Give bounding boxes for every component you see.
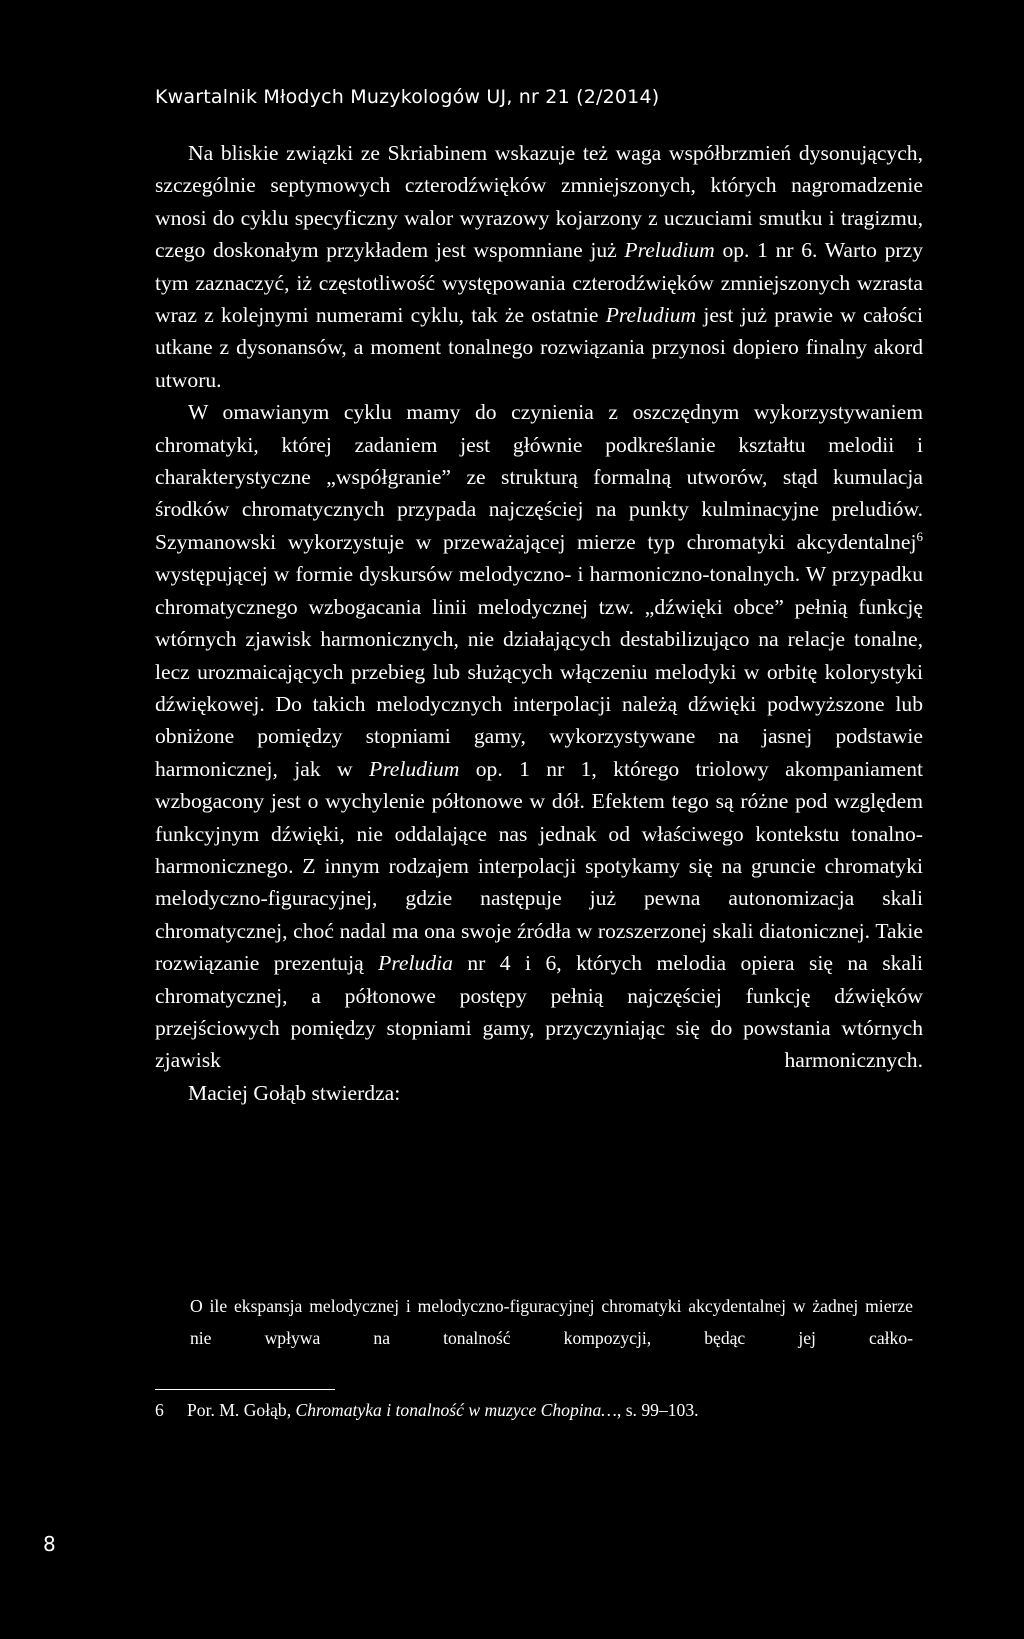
text-span: op. 1 nr 1, którego triolowy akompaniament wzbogacony jest o wychylenie półtonowe w dół. Efektem tego są różne pod względem funkcyjnym dźwięki, nie oddalające nas jednak od właściwego kontekstu tonalno-harmonicznego. Z innym rodzajem interpolacji spotykamy się na gruncie chromatyki melodyczno-figuracyjnej, gdzie następuje już pewna autonomizacja skali chromatycznej, choć nadal ma ona swoje źródła w rozszerzonej skali diatonicznej. Takie rozwiązanie prezentują [155, 756, 923, 976]
footnote-ref[interactable]: 6 [916, 529, 923, 545]
italic-title: Preludium [605, 303, 697, 328]
footnote-title: Chromatyka i tonalność w muzyce Chopina… [295, 1400, 617, 1420]
page-number: 8 [43, 1532, 56, 1556]
italic-title: Preludium [369, 756, 460, 781]
italic-title: Preludium [624, 238, 715, 263]
footnote-number: 6 [155, 1400, 164, 1420]
body-text [155, 137, 923, 1109]
text-span: W omawianym cyklu mamy do czynienia z oszczędnym wykorzystywaniem chromatyki, której zadaniem jest głównie podkreślanie kształtu melodii i charakterystyczne „współgranie” ze strukturą formalną utworów, stąd kumulacja środków chromatycznych przypada najczęściej na punkty kulminacyjne preludiów. Szymanowski wykorzystuje w przeważającej mierze typ chromatyki akcydentalnej [155, 400, 923, 554]
paragraph-1 [155, 137, 923, 396]
text-span: jest już prawie w całości utkane z dysonansów, a moment tonalnego rozwiązania przynosi dopiero finalny akord utworu. [155, 303, 923, 392]
footnote-text: , s. 99–103. [616, 1400, 699, 1420]
text-span: op. 1 nr 6. Warto przy tym zaznaczyć, iż częstotliwość występowania czterodźwięków zmniejszonych wzrasta wraz z kolejnymi numerami cyklu, tak że ostatnie [155, 238, 923, 328]
footnote [155, 1397, 923, 1423]
text-span: występującej w formie dyskursów melodyczno- i harmoniczno-tonalnych. W przypadku chromatycznego wzbogacania linii melodycznej tzw. „dźwięki obce” pełnią funkcję wtórnych zjawisk harmonicznych, nie działających destabilizująco na relacje tonalne, lecz urozmaicających przebieg lub służących włączeniu melodyki w orbitę kolorystyki dźwiękowej. Do takich melodycznych interpolacji należą dźwięki podwyższone lub obniżone pomiędzy stopniami gamy, wykorzystywane na jasnej podstawie harmonicznej, jak w [155, 562, 923, 781]
footnote-text: Por. M. Gołąb, [187, 1400, 296, 1420]
paragraph-3 [155, 1077, 923, 1109]
text-span: Na bliskie związki ze Skriabinem wskazuje też waga współbrzmień dysonujących, szczególnie septymowych czterodźwięków zmniejszonych, których nagromadzenie wnosi do cyklu specyficzny walor wyrazowy kojarzony z uczuciami smutku i tragizmu, czego doskonałym przykładem jest wspomniane już [155, 141, 923, 263]
block-quote: O ile ekspansja melodycznej i melodyczno-figuracyjnej chromatyki akcydentalnej w żadnej mierze nie wpływa na tonalność kompozycji, będąc jej całko- [190, 1296, 913, 1348]
paragraph-2 [155, 396, 923, 1077]
text-span: Maciej Gołąb stwierdza: [188, 1080, 401, 1105]
running-head: Kwartalnik Młodych Muzykologów UJ, nr 21 (2/2014) [155, 86, 660, 108]
footnote-rule [155, 1389, 335, 1390]
text-span: nr 4 i 6, których melodia opiera się na skali chromatycznej, a półtonowe postępy pełnią najczęściej funkcję dźwięków przejściowych pomiędzy stopniami gamy, przyczyniając się do powstania wtórnych zjawisk harmonicznych. [155, 951, 924, 1073]
italic-title: Preludia [378, 951, 453, 976]
